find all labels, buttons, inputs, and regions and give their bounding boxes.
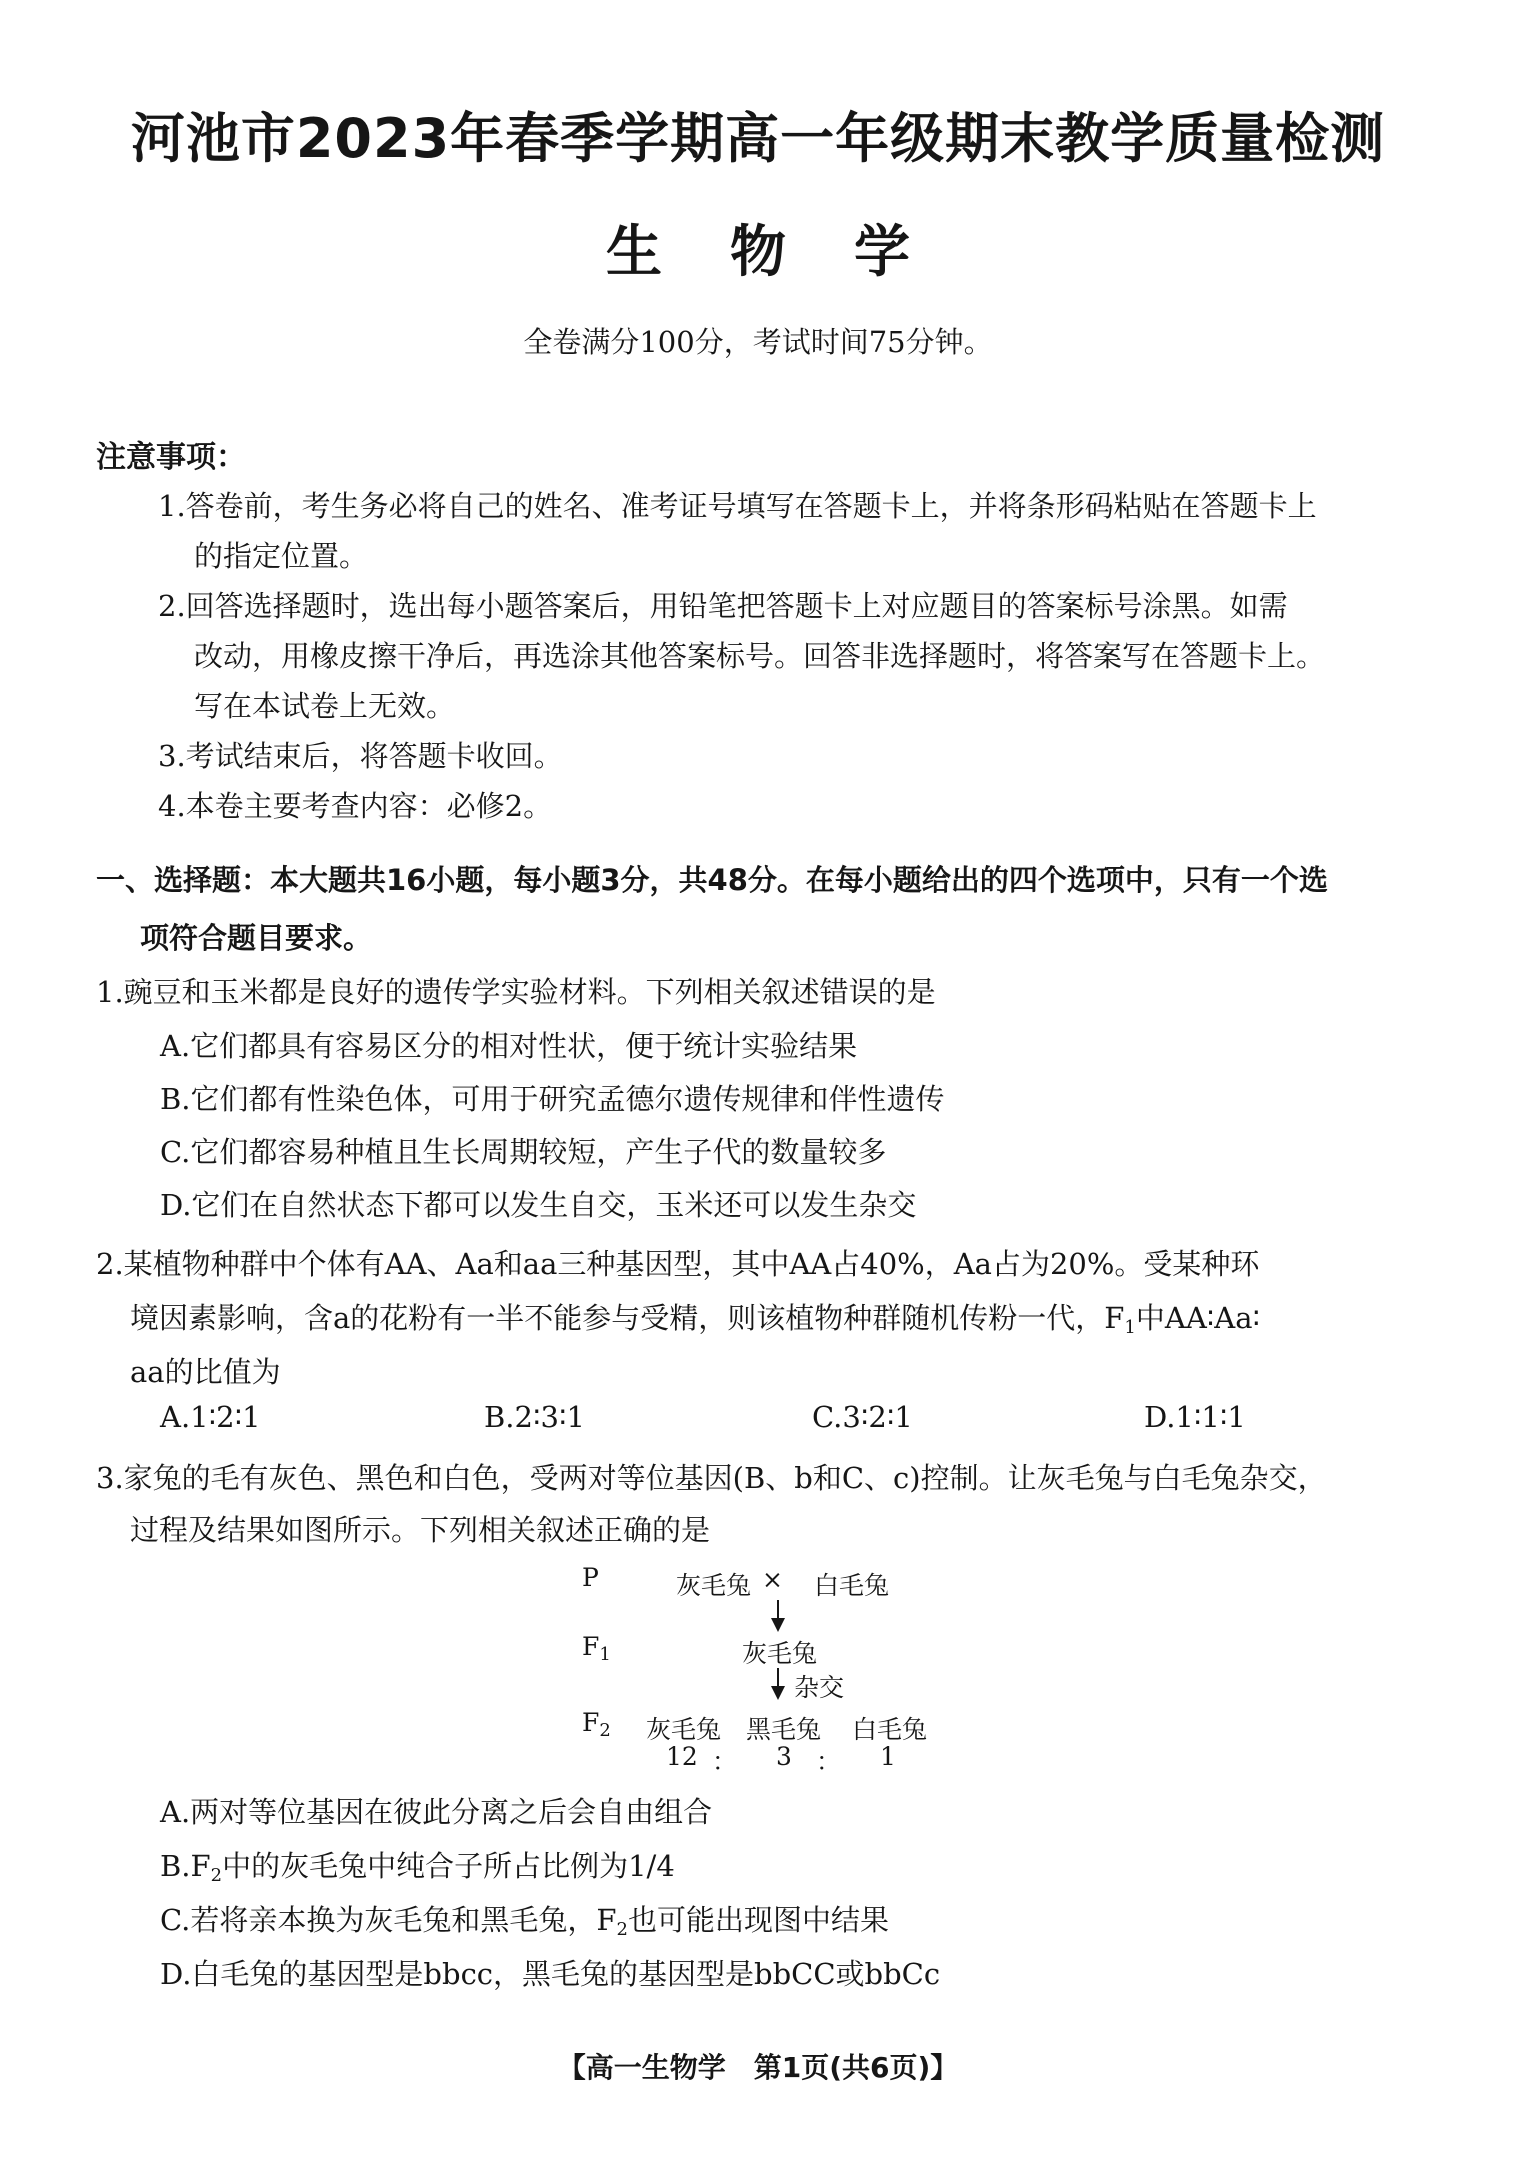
- q2-option-b: B.2∶3∶1: [484, 1400, 585, 1434]
- ratio-black: 3: [776, 1742, 792, 1771]
- ratio-sep-1: ：: [712, 1747, 738, 1776]
- q2-stem-line-1: 2.某植物种群中个体有AA、Aa和aa三种基因型，其中AA占40%，Aa占为20%。受某种环: [96, 1247, 1260, 1281]
- note-2-line-1: 2.回答选择题时，选出每小题答案后，用铅笔把答题卡上对应题目的答案标号涂黑。如需: [158, 589, 1288, 623]
- note-3: 3.考试结束后，将答题卡收回。: [158, 739, 563, 773]
- p-parent-white: 白毛兔: [814, 1571, 890, 1600]
- note-4: 4.本卷主要考查内容：必修2。: [158, 789, 553, 823]
- f1-generation-label: $F_1$: [582, 1632, 611, 1665]
- exam-title: 河池市2023年春季学期高一年级期末教学质量检测: [130, 107, 1386, 170]
- q3-option-a: A.两对等位基因在彼此分离之后会自由组合: [160, 1795, 713, 1829]
- q1-option-a: A.它们都具有容易区分的相对性状，便于统计实验结果: [160, 1029, 858, 1063]
- q2-stem-line-2: 境因素影响，含a的花粉有一半不能参与受精，则该植物种群随机传粉一代，$F_1$中AA∶Aa∶: [130, 1301, 1261, 1338]
- q3-option-b: $B.F_2$中的灰毛兔中纯合子所占比例为1/4: [160, 1849, 675, 1886]
- q2-option-d: D.1∶1∶1: [1144, 1400, 1246, 1434]
- exam-meta: 全卷满分100分，考试时间75分钟。: [523, 325, 993, 359]
- f2-generation-label: $F_2$: [582, 1708, 611, 1741]
- page-footer: 【高一生物学 第1页(共6页)】: [557, 2051, 959, 2084]
- q1-option-b: B.它们都有性染色体，可用于研究孟德尔遗传规律和伴性遗传: [160, 1082, 945, 1116]
- q1-option-c: C.它们都容易种植且生长周期较短，产生子代的数量较多: [160, 1135, 887, 1169]
- q3-stem-line-1: 3.家兔的毛有灰色、黑色和白色，受两对等位基因(B、b和C、c)控制。让灰毛兔与白毛兔杂交，: [96, 1461, 1327, 1495]
- note-1-line-1: 1.答卷前，考生务必将自己的姓名、准考证号填写在答题卡上，并将条形码粘贴在答题卡上: [158, 489, 1317, 523]
- q3-option-d: D.白毛兔的基因型是bbcc，黑毛兔的基因型是bbCC或bbCc: [160, 1957, 941, 1991]
- ratio-gray: 12: [666, 1742, 698, 1771]
- f2-gray: 灰毛兔: [646, 1715, 722, 1744]
- note-1-line-2: 的指定位置。: [194, 539, 369, 573]
- note-2-line-2: 改动，用橡皮擦干净后，再选涂其他答案标号。回答非选择题时，将答案写在答题卡上。: [194, 639, 1326, 673]
- section-1-title-cont: 项符合题目要求。: [140, 921, 373, 955]
- q3-stem-line-2: 过程及结果如图所示。下列相关叙述正确的是: [130, 1513, 711, 1547]
- q3-option-c: C.若将亲本换为灰毛兔和黑毛兔，$F_2$也可能出现图中结果: [160, 1903, 889, 1940]
- cross-symbol: ×: [762, 1565, 783, 1594]
- note-2-line-3: 写在本试卷上无效。: [194, 689, 456, 723]
- section-1-title: 一、选择题：本大题共16小题，每小题3分，共48分。在每小题给出的四个选项中，只有一个选: [96, 863, 1328, 897]
- intercross-label: 杂交: [794, 1673, 845, 1702]
- q2-stem-line-3: aa的比值为: [130, 1355, 281, 1389]
- q1-option-d: D.它们在自然状态下都可以发生自交，玉米还可以发生杂交: [160, 1188, 917, 1222]
- q2-option-a: A.1∶2∶1: [160, 1400, 261, 1434]
- f2-black: 黑毛兔: [746, 1715, 822, 1744]
- arrow-f1-to-f2-head: [771, 1686, 785, 1700]
- q2-option-c: C.3∶2∶1: [812, 1400, 913, 1434]
- notes-heading: 注意事项：: [96, 440, 246, 475]
- f1-offspring: 灰毛兔: [742, 1639, 818, 1668]
- ratio-white: 1: [880, 1742, 896, 1771]
- subject-title: 生物学: [606, 220, 978, 285]
- f2-white: 白毛兔: [852, 1715, 928, 1744]
- q1-stem: 1.豌豆和玉米都是良好的遗传学实验材料。下列相关叙述错误的是: [96, 975, 936, 1009]
- arrow-p-to-f1-head: [771, 1618, 785, 1632]
- ratio-sep-2: ：: [816, 1747, 842, 1776]
- p-generation-label: P: [582, 1563, 599, 1592]
- p-parent-gray: 灰毛兔: [676, 1571, 752, 1600]
